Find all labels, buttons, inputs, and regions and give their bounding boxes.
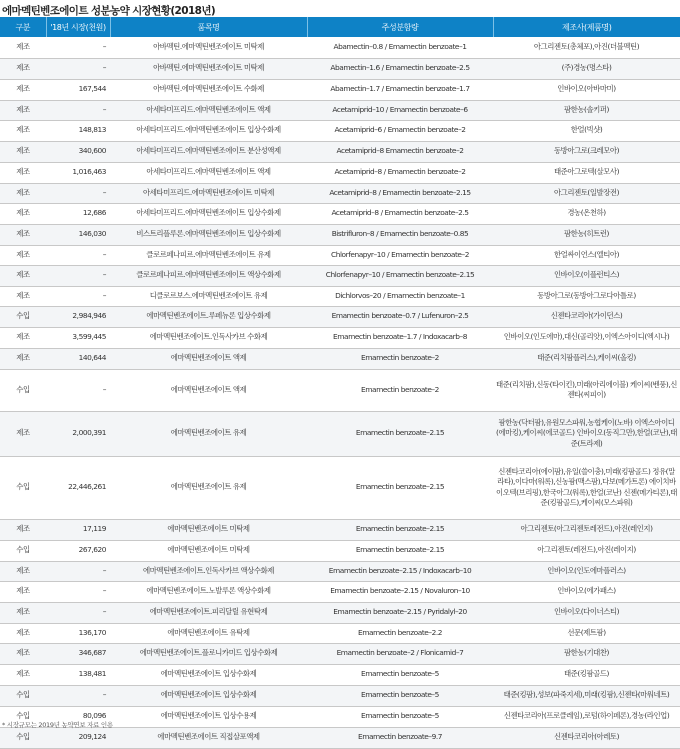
cell-market: 2,984,946 [46,306,110,327]
table-row [0,245,680,265]
cell-ingredient: Emamectin benzoate–5 [307,685,493,706]
cell-maker: 태준(킹팜),성보(파죽지세),미래(킹팜),신젠타(마워네트) [493,685,680,706]
cell-type: 제조 [0,348,46,369]
cell-maker: 팜한농(기대찬) [493,643,680,664]
cell-market: – [46,602,110,623]
table-row [0,327,680,348]
cell-market: 2,000,391 [46,411,110,456]
cell-type: 제조 [0,245,46,265]
table-row [0,411,680,456]
cell-market: 3,599,445 [46,327,110,348]
cell-maker: 아그리젠토(아그리젠토레전드),아진(레인지) [493,519,680,540]
table-row [0,265,680,286]
table-row [0,623,680,643]
cell-ingredient: Emamectin benzoate–2.15 / Indoxacarb–10 [307,561,493,581]
cell-ingredient: Emamectin benzoate–0.7 / Lufenuron–2.5 [307,306,493,327]
cell-maker: 한얼(빅샷) [493,120,680,141]
cell-product: 에마멕틴벤조에이트.노발루론 액상수화제 [110,581,307,602]
cell-type: 수입 [0,685,46,706]
cell-ingredient: Acetamiprid–10 / Emamectin benzoate–6 [307,100,493,120]
table-row [0,581,680,602]
table-body [0,37,680,748]
cell-type: 제조 [0,561,46,581]
cell-ingredient: Emamectin benzoate–5 [307,664,493,685]
cell-product: 에마멕틴벤조에이트 입상수화제 [110,664,307,685]
cell-type: 제조 [0,203,46,224]
table-row [0,183,680,203]
cell-product: 에마멕틴벤조에이트 유제 [110,411,307,456]
cell-maker: 아그리젠토(레전드),아진(레이지) [493,540,680,561]
cell-ingredient: Emamectin benzoate–2.15 / Novaluron–10 [307,581,493,602]
header-type: 구분 [0,17,46,37]
cell-type: 제조 [0,224,46,245]
cell-ingredient: Emamectin benzoate–2.15 [307,519,493,540]
cell-market: – [46,265,110,286]
cell-type: 제조 [0,58,46,79]
cell-maker: 한얼싸이언스(엘티아) [493,245,680,265]
cell-product: 에마멕틴벤조에이트 유제 [110,456,307,519]
table-row [0,540,680,561]
cell-type: 수입 [0,306,46,327]
cell-market: 146,030 [46,224,110,245]
header-ingredient: 주성분함량 [307,17,493,37]
cell-maker: 인바이오(이플런티스) [493,265,680,286]
cell-type: 제조 [0,37,46,58]
cell-product: 에마멕틴벤조에이트 액제 [110,369,307,411]
cell-maker: 인바이오(다이너스티) [493,602,680,623]
cell-ingredient: Abamectin–1.6 / Emamectin benzoate–2.5 [307,58,493,79]
cell-ingredient: Emamectin benzoate–2.15 [307,411,493,456]
cell-maker: 팜한농(닥터팜),유원모스파워,농협케이(노바) 이엑스아이디(에마킹),케이씨(에코골드) 인바이오(동직그만),한얼(코난),태준(트라제) [493,411,680,456]
cell-maker: 신젠타코리아(프로클레임),로텀(하이페론),경농(라인업) [493,706,680,727]
cell-market: 140,644 [46,348,110,369]
cell-market: 267,620 [46,540,110,561]
cell-product: 비스트리플루론.에마멕틴벤조에이트 입상수화제 [110,224,307,245]
table-row [0,286,680,306]
table-row [0,203,680,224]
cell-product: 에마멕틴벤조에이트 미탁제 [110,540,307,561]
cell-type: 제조 [0,643,46,664]
table-row [0,456,680,519]
cell-ingredient: Emamectin benzoate–9.7 [307,727,493,748]
cell-market: 340,600 [46,141,110,162]
cell-type: 수입 [0,456,46,519]
cell-type: 제조 [0,141,46,162]
cell-product: 아바멕틴.에마멕틴벤조에이트 미탁제 [110,58,307,79]
cell-type: 제조 [0,664,46,685]
table-row [0,141,680,162]
footnote: * 시장규모는 2019년 농약연보 자료 인용 [2,721,113,729]
cell-ingredient: Emamectin benzoate–2 / Flonicamid–7 [307,643,493,664]
table-row [0,643,680,664]
cell-product: 에마멕틴벤조에이트.인독사카브 액상수화제 [110,561,307,581]
cell-market: – [46,369,110,411]
cell-product: 에마멕틴벤조에이트 미탁제 [110,519,307,540]
header-market: '18년 시장(천원) [46,17,110,37]
cell-type: 수입 [0,727,46,748]
cell-type: 제조 [0,183,46,203]
cell-product: 에마멕틴벤조에이트 액제 [110,348,307,369]
cell-market: – [46,100,110,120]
cell-product: 에마멕틴벤조에이트 입상수화제 [110,685,307,706]
table-row [0,58,680,79]
cell-type: 제조 [0,286,46,306]
table-row [0,162,680,183]
cell-product: 아세타미프리드.에마멕틴벤조에이트 입상수화제 [110,120,307,141]
cell-market: – [46,561,110,581]
cell-type: 제조 [0,623,46,643]
cell-product: 에마멕틴벤조에이트.루페뉴론 입상수화제 [110,306,307,327]
cell-product: 에마멕틴벤조에이트.플로니카미드 입상수화제 [110,643,307,664]
cell-type: 제조 [0,581,46,602]
table-row [0,79,680,100]
cell-product: 클로르페나피르.에마멕틴벤조에이트 유제 [110,245,307,265]
table-row [0,664,680,685]
table-row [0,306,680,327]
cell-maker: 아그리젠토(총체포),아진(더블멕틴) [493,37,680,58]
cell-type: 수입 [0,369,46,411]
cell-market: 136,170 [46,623,110,643]
table-row [0,685,680,706]
cell-type: 수입 [0,706,46,727]
table-row [0,224,680,245]
cell-market: 12,686 [46,203,110,224]
cell-ingredient: Chlorfenapyr–10 / Emamectin benzoate–2 [307,245,493,265]
cell-type: 제조 [0,79,46,100]
cell-ingredient: Chlorfenapyr–10 / Emamectin benzoate–2.15 [307,265,493,286]
cell-maker: 선문(제트팜) [493,623,680,643]
cell-ingredient: Emamectin benzoate–2.15 / Pyridalyl–20 [307,602,493,623]
cell-ingredient: Abamectin–0.8 / Emamectin benzoate–1 [307,37,493,58]
cell-type: 수입 [0,540,46,561]
cell-ingredient: Bistrifluron–8 / Emamectin benzoate–0.85 [307,224,493,245]
table-row [0,519,680,540]
market-table [0,17,680,749]
table-row [0,602,680,623]
cell-product: 에마멕틴벤조에이트 입상수용제 [110,706,307,727]
cell-ingredient: Emamectin benzoate–2.2 [307,623,493,643]
table-row [0,100,680,120]
cell-product: 디클로르보스.에마멕틴벤조에이트 유제 [110,286,307,306]
cell-product: 아세타미프리드.에마멕틴벤조에이트 액제 [110,162,307,183]
table-row [0,561,680,581]
cell-ingredient: Acetamiprid–8 Emamectin benzoate–2 [307,141,493,162]
cell-market: 346,687 [46,643,110,664]
cell-maker: 인바이오(아바마미) [493,79,680,100]
cell-maker: 신젠타코리아(아레토) [493,727,680,748]
cell-ingredient: Dichlorvos–20 / Emamectin benzoate–1 [307,286,493,306]
cell-type: 제조 [0,519,46,540]
header-maker: 제조사(제품명) [493,17,680,37]
cell-type: 제조 [0,162,46,183]
cell-maker: 경농(온천하) [493,203,680,224]
cell-market: – [46,286,110,306]
table-row [0,348,680,369]
table-header-row [0,17,680,37]
cell-maker: 태준(리치팜),신동(타이킨),미래(아리에이블) 케이씨(벤풍),신젠타(씨피이) [493,369,680,411]
cell-product: 에마멕틴벤조에이트 직접살포액제 [110,727,307,748]
cell-market: – [46,58,110,79]
cell-product: 클로르페나피르.에마멕틴벤조에이트 액상수화제 [110,265,307,286]
cell-maker: 인바이오(인도에마플러스) [493,561,680,581]
cell-ingredient: Acetamiprid–6 / Emamectin benzoate–2 [307,120,493,141]
cell-ingredient: Abamectin–1.7 / Emamectin benzoate–1.7 [307,79,493,100]
cell-market: 209,124 [46,727,110,748]
cell-product: 아세타미프리드.에마멕틴벤조에이트 입상수화제 [110,203,307,224]
cell-market: 148,813 [46,120,110,141]
cell-product: 에마멕틴벤조에이트 유탁제 [110,623,307,643]
cell-market: 167,544 [46,79,110,100]
cell-ingredient: Acetamiprid–8 / Emamectin benzoate–2.5 [307,203,493,224]
cell-market: 138,481 [46,664,110,685]
cell-maker: 태준아그로텍(살모사) [493,162,680,183]
cell-maker: 인바이오(인도에마),대신(골리앗),이엑스아이디(엑시나) [493,327,680,348]
cell-maker: 인바이오(에가패스) [493,581,680,602]
cell-maker: 아그리젠토(일발장전) [493,183,680,203]
cell-maker: 태준(킹팜골드) [493,664,680,685]
table-row [0,120,680,141]
cell-product: 아바멕틴.에마멕틴벤조에이트 수화제 [110,79,307,100]
table-row [0,37,680,58]
cell-maker: 태준(리치팜플러스),케이씨(올킹) [493,348,680,369]
cell-type: 제조 [0,265,46,286]
cell-ingredient: Emamectin benzoate–2.15 [307,540,493,561]
cell-maker: 팜한농(솔키퍼) [493,100,680,120]
cell-maker: (주)경농(명스타) [493,58,680,79]
cell-type: 제조 [0,120,46,141]
cell-market: – [46,581,110,602]
cell-market: – [46,685,110,706]
cell-maker: 동방아그로(동방아그로다아틀로) [493,286,680,306]
cell-product: 에마멕틴벤조에이트.인독사카브 수화제 [110,327,307,348]
cell-maker: 동방아그로(크레모아) [493,141,680,162]
cell-market: 17,119 [46,519,110,540]
cell-ingredient: Acetamiprid–8 / Emamectin benzoate–2.15 [307,183,493,203]
cell-market: – [46,37,110,58]
cell-product: 아세타미프리드.에마멕틴벤조에이트 액제 [110,100,307,120]
cell-ingredient: Emamectin benzoate–2.15 [307,456,493,519]
cell-ingredient: Acetamiprid–8 / Emamectin benzoate–2 [307,162,493,183]
cell-type: 제조 [0,411,46,456]
cell-product: 아세타미프리드.에마멕틴벤조에이트 분산성액제 [110,141,307,162]
cell-ingredient: Emamectin benzoate–2 [307,369,493,411]
cell-maker: 신젠타코리아(가이던스) [493,306,680,327]
page-title: 에마멕틴벤조에이트 성분농약 시장현황(2018년) [2,5,216,17]
cell-ingredient: Emamectin benzoate–2 [307,348,493,369]
cell-product: 아바멕틴.에마멕틴벤조에이트 미탁제 [110,37,307,58]
table-row [0,727,680,748]
cell-type: 제조 [0,100,46,120]
cell-market: – [46,245,110,265]
header-product: 품목명 [110,17,307,37]
cell-market: 22,446,261 [46,456,110,519]
cell-market: – [46,183,110,203]
cell-type: 제조 [0,327,46,348]
cell-ingredient: Emamectin benzoate–1.7 / Indoxacarb–8 [307,327,493,348]
table-row [0,369,680,411]
cell-ingredient: Emamectin benzoate–5 [307,706,493,727]
cell-maker: 팜한농(히트런) [493,224,680,245]
cell-product: 에마멕틴벤조에이트.피리달릴 유현탁제 [110,602,307,623]
cell-market: 1,016,463 [46,162,110,183]
cell-market: 80,096 [46,706,110,727]
cell-maker: 신젠타코리아(에이팜),유일(쓸이충),미래(킹팜골드) 정유(말라타),이다마(워록),신농팜(맥스팜),다보(메가트론) 에이치바이오텍(브리핑),한국아그(워록),한얼(코난) 신젠(메가티론),태준(킹팜골드),케이씨(모스파워) [493,456,680,519]
cell-type: 제조 [0,602,46,623]
cell-product: 아세타미프리드.에마멕틴벤조에이트 미탁제 [110,183,307,203]
